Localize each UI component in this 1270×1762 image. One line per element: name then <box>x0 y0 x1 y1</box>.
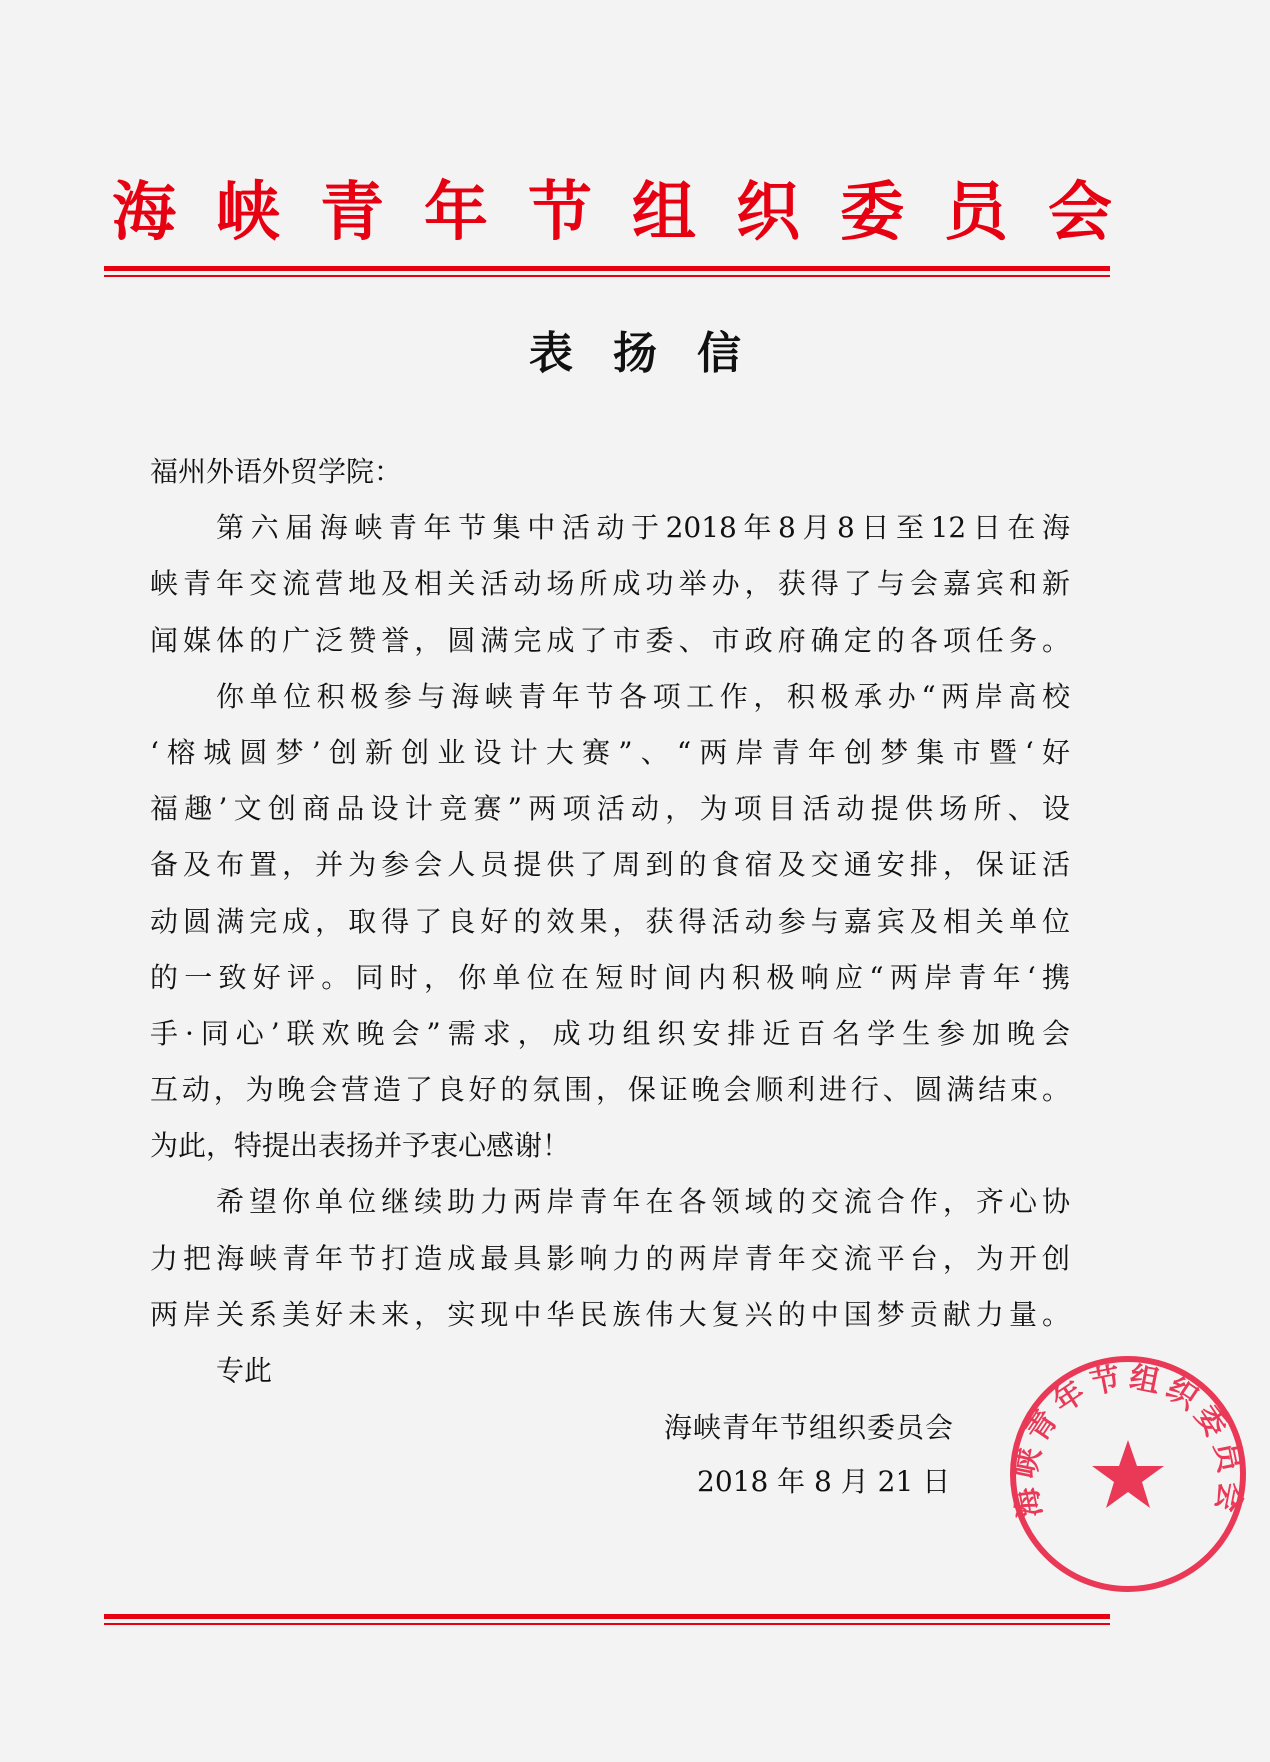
letter-title: 表扬信 <box>529 328 781 379</box>
header-rule-thick <box>104 266 1110 271</box>
header-rule-thin <box>104 275 1110 277</box>
svg-text:海峡青年节组织委员会: 海峡青年节组织委员会 <box>1007 1360 1249 1521</box>
signature-date: 2018 年 8 月 21 日 <box>697 1465 951 1498</box>
letterhead-char: 会 <box>1048 176 1112 250</box>
letterhead-char: 海 <box>112 176 176 250</box>
body-line: 希望你单位继续助力两岸青年在各领域的交流合作，齐心协 <box>216 1185 1070 1219</box>
body-line: ‘榕城圆梦’创新创业设计大赛”、“两岸青年创梦集市暨‘好 <box>150 735 1070 769</box>
letterhead-char: 峡 <box>216 176 280 250</box>
letterhead-char: 织 <box>736 176 800 250</box>
letterhead-char: 年 <box>424 176 488 250</box>
letterhead-char: 青 <box>320 176 384 250</box>
letterhead-char: 员 <box>944 176 1008 250</box>
letterhead-char: 组 <box>632 176 696 250</box>
body-line: 闻媒体的广泛赞誉，圆满完成了市委、市政府确定的各项任务。 <box>150 623 1070 657</box>
body-line: 你单位积极参与海峡青年节各项工作，积极承办“两岸高校 <box>216 679 1070 713</box>
body-line: 两岸关系美好未来，实现中华民族伟大复兴的中国梦贡献力量。 <box>150 1297 1070 1331</box>
closing: 专此 <box>216 1354 273 1387</box>
letterhead-char: 委 <box>840 176 904 250</box>
body-line: 第六届海峡青年节集中活动于2018年8月8日至12日在海 <box>216 511 1070 545</box>
letterhead-org-name <box>112 168 1112 258</box>
body-line: 为此，特提出表扬并予衷心感谢！ <box>150 1129 571 1163</box>
body-line: 峡青年交流营地及相关活动场所成功举办，获得了与会嘉宾和新 <box>150 567 1070 601</box>
letterhead-char: 节 <box>528 176 592 250</box>
body-line: 力把海峡青年节打造成最具影响力的两岸青年交流平台，为开创 <box>150 1241 1070 1275</box>
footer-rule-thin <box>104 1623 1110 1625</box>
signature-org: 海峡青年节组织委员会 <box>664 1411 955 1444</box>
body-line: 互动，为晚会营造了良好的氛围，保证晚会顺利进行、圆满结束。 <box>150 1073 1070 1107</box>
body-line: 福趣’文创商品设计竞赛”两项活动，为项目活动提供场所、设 <box>150 792 1070 826</box>
body-line: 手·同心’联欢晚会”需求，成功组织安排近百名学生参加晚会 <box>150 1016 1070 1050</box>
body-line: 动圆满完成，取得了良好的效果，获得活动参与嘉宾及相关单位 <box>150 904 1070 938</box>
body-line: 备及布置，并为参会人员提供了周到的食宿及交通安排，保证活 <box>150 848 1070 882</box>
body-line: 的一致好评。同时，你单位在短时间内积极响应“两岸青年‘携 <box>150 960 1070 994</box>
salutation: 福州外语外贸学院： <box>150 455 403 488</box>
footer-rule-thick <box>104 1614 1110 1619</box>
letter-body <box>150 444 1070 1399</box>
official-seal <box>1006 1352 1250 1596</box>
